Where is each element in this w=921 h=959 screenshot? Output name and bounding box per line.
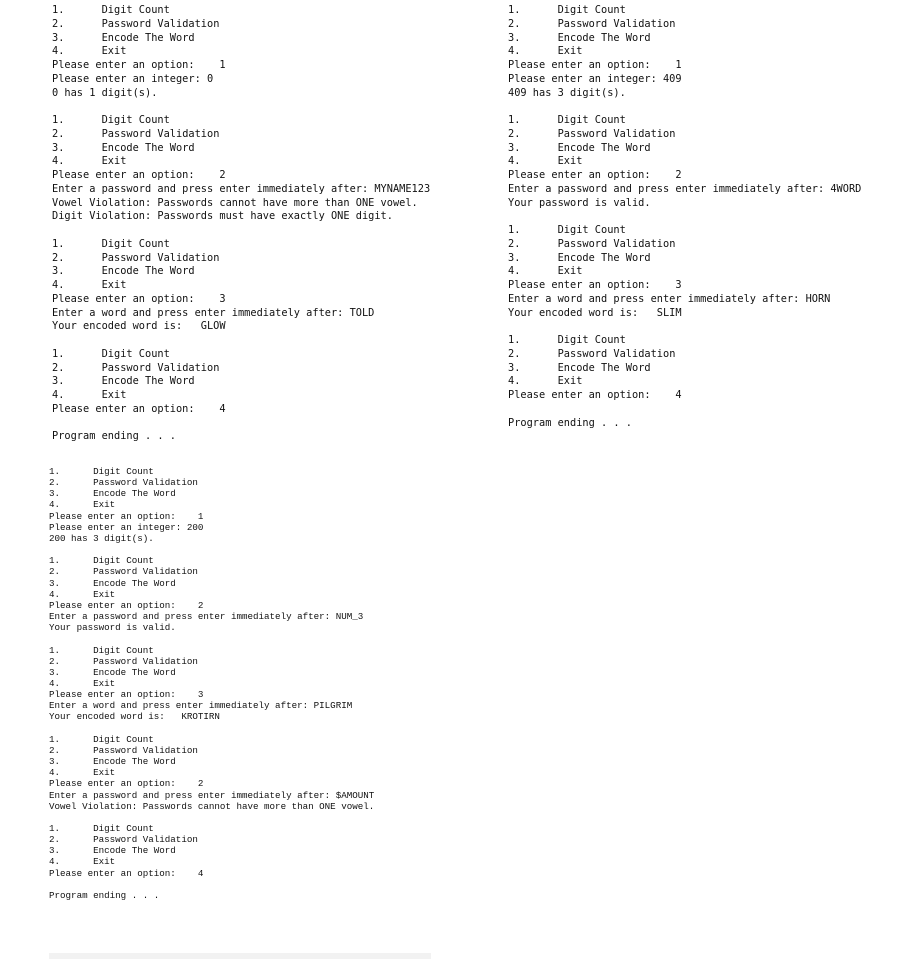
console-line: 1. Digit Count — [49, 823, 154, 834]
console-line: Program ending . . . — [52, 430, 176, 443]
console-line: Please enter an integer: 200 — [49, 521, 204, 533]
console-line — [49, 544, 374, 555]
console-line: Enter a password and press enter immediately after: NUM_3 — [49, 611, 364, 623]
console-line: 2. Password Validation — [49, 566, 198, 578]
console-line — [49, 633, 374, 644]
console-line: 3. Encode The Word — [49, 756, 176, 768]
console-line: 3. Encode The Word — [508, 251, 651, 264]
console-line: Enter a word and press enter immediately after: TOLD — [52, 306, 375, 319]
console-line: 1. Digit Count — [52, 4, 170, 16]
console-line: 1. Digit Count — [52, 114, 170, 126]
console-line: Your password is valid. — [508, 196, 651, 209]
console-line: 3. Encode The Word — [49, 845, 176, 857]
console-line: Enter a password and press enter immediately after: $AMOUNT — [49, 789, 375, 801]
console-line — [508, 320, 861, 334]
console-line — [508, 210, 861, 224]
console-line: 200 has 3 digit(s). — [49, 532, 154, 544]
scroll-edge — [49, 953, 431, 959]
console-line: Please enter an option: 2 — [508, 169, 682, 181]
console-line — [52, 224, 430, 238]
console-line: 1. Digit Count — [508, 114, 626, 126]
console-line: Program ending . . . — [508, 416, 632, 429]
console-line: Vowel Violation: Passwords cannot have more than ONE vowel. — [52, 196, 418, 209]
console-line: 0 has 1 digit(s). — [52, 86, 158, 99]
console-line: 4. Exit — [49, 499, 116, 511]
console-line: 1. Digit Count — [508, 4, 626, 16]
console-line: Enter a password and press enter immediately after: 4WORD — [508, 182, 862, 195]
console-line: 4. Exit — [49, 677, 116, 689]
console-line: 1. Digit Count — [49, 555, 154, 567]
console-line: 4. Exit — [52, 279, 127, 291]
console-line: 2. Password Validation — [52, 17, 220, 30]
console-line — [52, 334, 430, 348]
console-line: Digit Violation: Passwords must have exactly ONE digit. — [52, 210, 393, 223]
console-line: 4. Exit — [52, 389, 127, 401]
console-line: Please enter an option: 1 — [508, 59, 682, 71]
console-line: Please enter an option: 2 — [49, 599, 204, 611]
console-line: 4. Exit — [49, 767, 116, 779]
console-line: 1. Digit Count — [52, 237, 170, 250]
console-line: 2. Password Validation — [52, 127, 220, 140]
console-line: Enter a password and press enter immediately after: MYNAME123 — [52, 182, 431, 195]
console-line: 3. Encode The Word — [49, 577, 176, 589]
console-line: Please enter an option: 3 — [508, 279, 682, 291]
console-line: 2. Password Validation — [508, 237, 676, 250]
console-line — [49, 723, 374, 734]
console-line — [49, 879, 374, 890]
console-line: 3. Encode The Word — [52, 31, 195, 44]
console-line: 4. Exit — [508, 265, 583, 278]
console-line: 2. Password Validation — [52, 361, 220, 374]
console-line — [508, 403, 861, 417]
console-line: 3. Encode The Word — [52, 265, 195, 278]
console-line: 4. Exit — [52, 155, 127, 168]
console-line: 3. Encode The Word — [49, 488, 176, 500]
console-line: Please enter an option: 2 — [49, 778, 204, 790]
console-line: 3. Encode The Word — [52, 375, 195, 388]
console-output-panel-2 — [508, 4, 861, 430]
console-line: 2. Password Validation — [52, 251, 220, 264]
console-line: Enter a word and press enter immediately after: HORN — [508, 292, 831, 305]
console-line: 4. Exit — [49, 588, 116, 600]
console-line: Please enter an option: 4 — [52, 402, 226, 415]
console-line: 1. Digit Count — [49, 733, 154, 745]
console-line: Please enter an option: 1 — [52, 59, 226, 71]
console-line: Enter a word and press enter immediately after: PILGRIM — [49, 700, 353, 712]
console-line: Please enter an option: 1 — [49, 510, 204, 522]
console-line: Please enter an integer: 409 — [508, 72, 682, 85]
console-line: 409 has 3 digit(s). — [508, 86, 626, 99]
console-line: 2. Password Validation — [508, 17, 676, 30]
console-line: 3. Encode The Word — [508, 361, 651, 374]
console-line: 3. Encode The Word — [508, 31, 651, 44]
console-output-panel-3 — [49, 466, 374, 901]
console-line: Please enter an option: 3 — [49, 689, 204, 701]
console-line: Program ending . . . — [49, 889, 160, 901]
console-line: Please enter an option: 4 — [49, 867, 204, 879]
console-line: 3. Encode The Word — [508, 141, 651, 154]
console-output-panel-1 — [52, 4, 430, 444]
console-line: Your encoded word is: KROTIRN — [49, 711, 220, 723]
console-line: 3. Encode The Word — [52, 141, 195, 154]
console-line — [52, 417, 430, 431]
console-line: Your password is valid. — [49, 622, 176, 634]
console-line: Please enter an option: 3 — [52, 292, 226, 305]
console-line — [508, 100, 861, 114]
console-line: Please enter an integer: 0 — [52, 72, 214, 85]
console-line: Your encoded word is: SLIM — [508, 306, 682, 319]
console-line: Please enter an option: 2 — [52, 169, 226, 181]
console-line: Your encoded word is: GLOW — [52, 320, 226, 333]
console-line: Please enter an option: 4 — [508, 389, 682, 401]
console-line: 4. Exit — [508, 375, 583, 388]
console-line: 1. Digit Count — [508, 334, 626, 346]
console-line: 1. Digit Count — [508, 224, 626, 236]
console-line — [49, 812, 374, 823]
console-line: 1. Digit Count — [49, 644, 154, 656]
console-line: 2. Password Validation — [508, 347, 676, 360]
console-line: 1. Digit Count — [49, 466, 154, 477]
console-line: 4. Exit — [52, 45, 127, 58]
console-line: 4. Exit — [508, 155, 583, 168]
console-line: 3. Encode The Word — [49, 666, 176, 678]
console-line: 2. Password Validation — [49, 834, 198, 846]
console-line: 2. Password Validation — [49, 655, 198, 667]
console-line: 2. Password Validation — [49, 477, 198, 489]
console-line: 4. Exit — [508, 45, 583, 58]
console-line: 1. Digit Count — [52, 347, 170, 360]
console-line — [52, 100, 430, 114]
console-line: 2. Password Validation — [49, 744, 198, 756]
console-line: 4. Exit — [49, 856, 116, 868]
console-line: Vowel Violation: Passwords cannot have more than ONE vowel. — [49, 800, 375, 812]
console-line: 2. Password Validation — [508, 127, 676, 140]
